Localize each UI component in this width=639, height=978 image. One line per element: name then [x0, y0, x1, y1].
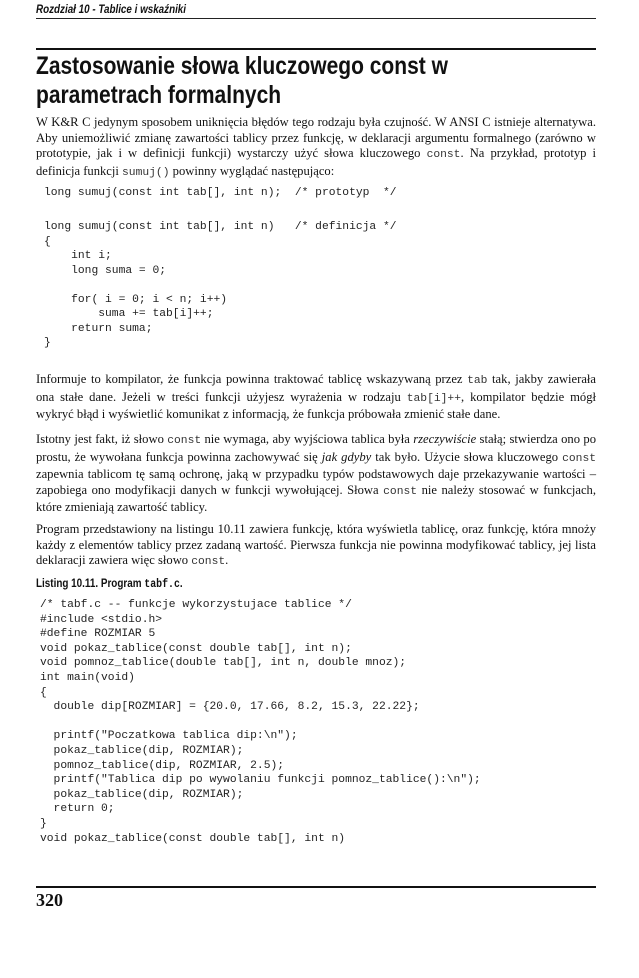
inline-code: tab: [467, 375, 488, 387]
page-number: 320: [36, 890, 63, 910]
inline-code: const: [426, 149, 461, 161]
inline-code: sumuj(): [122, 166, 170, 179]
paragraph-const-note: Istotny jest fakt, iż słowo const nie wymaga, aby wyjściowa tablica była rzeczywiście stałą; stwierdza ono po prostu, że wywołana funkcja powinna zachowywać się jak gdyby tak było. Użycie słowa kluczowego const zapewnia tablicom tę samą ochronę, jaką w przypadku typów podstawowych daje przekazywanie wartości – zapobiega ono modyfikacji danych w funkcji wywołującej. Słowa const nie należy stosować w funkcjach, które zmieniają zawartość tablicy.: [36, 432, 597, 514]
emphasis: jak gdyby: [321, 449, 372, 464]
inline-code: const: [167, 435, 202, 447]
section-title: Zastosowanie słowa kluczowego const w parametrach formalnych: [36, 52, 448, 109]
paragraph-listing-intro: Program przedstawiony na listingu 10.11 zawiera funkcję, która wyświetla tablicę, oraz funkcję, która mnoży każdy z elementów tablicy przez zadaną wartość. Pierwsza funkcja nie powinna modyfikować tablicy, jej lista deklaracji zawiera więc słowo const.: [36, 522, 596, 568]
inline-code: tab[i]++: [406, 392, 461, 405]
paragraph-intro: W K&R C jedynym sposobem uniknięcia błędów tego rodzaju była czujność. W ANSI C istnieje alternatywa. Aby uniemożliwić zmianę zawartości tablicy przez funkcję, w deklaracji argumentu formalnego (zarówno w prototypie, jak i w definicji funkcji) wystarczy użyć słowa kluczowego const. Na przykład, prototyp i definicja funkcji sumuj() powinny wyglądać następująco:: [36, 115, 596, 179]
listing-filename: tabf.c: [144, 578, 180, 591]
code-listing: /* tabf.c -- funkcje wykorzystujace tablice */ #include <stdio.h> #define ROZMIAR 5 void pokaz_tablice(const double tab[], int n); void pomnoz_tablice(double tab[], int n, double mnoz); int main(void) { double dip[ROZMIAR] = {20.0, 17.66, 8.2, 15.3, 22.22}; printf("Poczatkowa tablica dip:\n"); pokaz_tablice(dip, ROZMIAR); pomnoz_tablice(dip, ROZMIAR, 2.5); printf("Tablica dip po wywolaniu funkcji pomnoz_tablice():\n"); pokaz_tablice(dip, ROZMIAR); return 0; } void pokaz_tablice(const double tab[], int n): [40, 599, 481, 845]
inline-code: const: [191, 556, 226, 568]
footer-divider: [36, 886, 596, 888]
inline-code: const: [562, 452, 597, 465]
inline-code: const: [383, 485, 418, 498]
emphasis: rzeczywiście: [413, 432, 477, 446]
running-head: Rozdział 10 - Tablice i wskaźniki: [36, 2, 187, 16]
code-definition: long sumuj(const int tab[], int n) /* definicja */ { int i; long suma = 0; for( i = 0; i < n; i++) suma += tab[i]++; return suma; }: [44, 221, 397, 349]
title-divider: [36, 48, 596, 50]
header-divider: [36, 18, 596, 19]
listing-title: Listing 10.11. Program tabf.c.: [36, 578, 183, 591]
code-prototype: long sumuj(const int tab[], int n); /* prototyp */: [44, 187, 397, 199]
paragraph-compiler: Informuje to kompilator, że funkcja powinna traktować tablicę wskazywaną przez tab tak, jakby zawierała ona stałe dane. Jeżeli w treści funkcji użyjesz wyrażenia w rodzaju tab[i]++, kompilator będzie mógł wykryć błąd i wyświetlić komunikat z informacją, że funkcja próbowała zmienić stałe dane.: [36, 372, 597, 421]
